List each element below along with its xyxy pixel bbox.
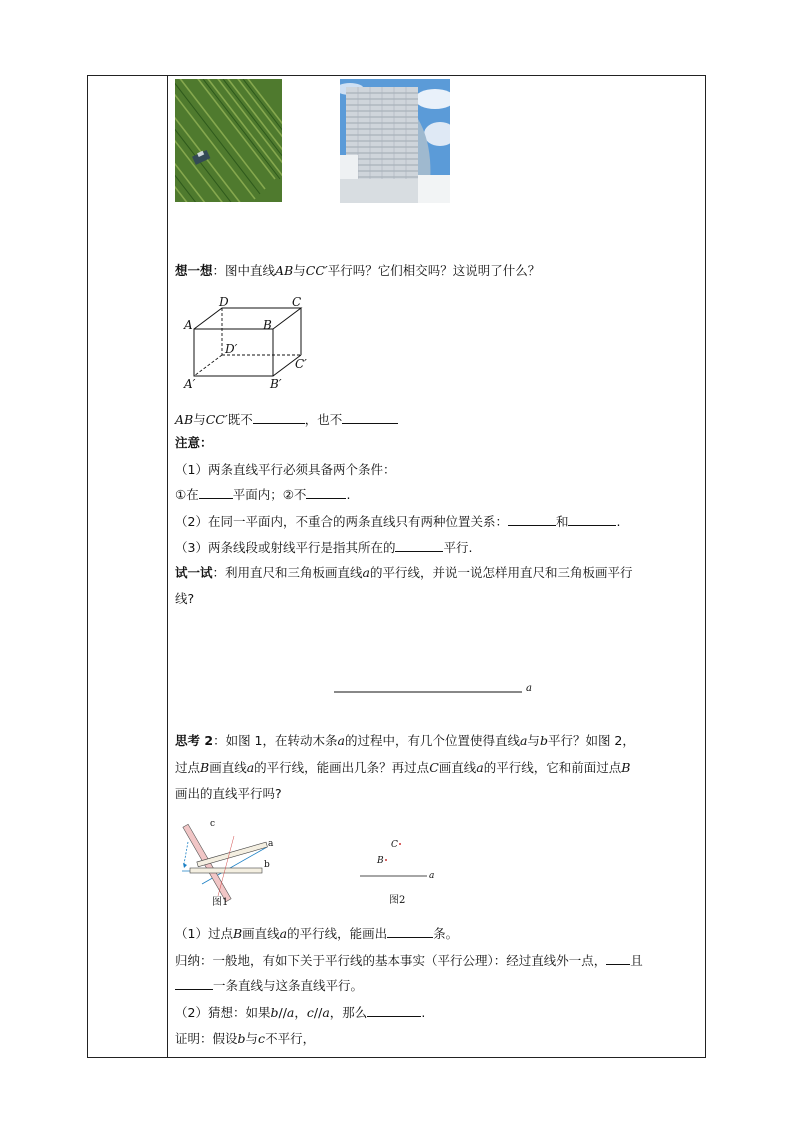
note-l3c: . (616, 514, 621, 529)
t2-B2: B (621, 760, 631, 775)
blank-8[interactable] (387, 925, 433, 938)
cube-label-b: B (263, 318, 272, 332)
guess-end: . (421, 1005, 426, 1020)
sum-l2: 一条直线与这条直线平行。 (213, 978, 364, 993)
ans-neither: 既不 (227, 412, 253, 427)
think1-cc: CC′ (305, 263, 328, 278)
t2-a3: a (246, 760, 255, 775)
note-line-4 (175, 539, 472, 556)
note-label: 注意： (175, 435, 213, 450)
note-l4a: （3）两条线段或射线平行是指其所在的 (175, 540, 396, 555)
t2-a2: a (519, 733, 528, 748)
line-a-label: a (526, 683, 532, 694)
t2-C: C (429, 760, 439, 775)
think2-line-2 (175, 760, 630, 776)
farmland-photo (175, 79, 282, 202)
cube-label-d: D (219, 296, 229, 309)
guess-then: ，那么 (329, 1005, 368, 1020)
q1-d: 条。 (433, 926, 459, 941)
blank-5[interactable] (508, 513, 556, 526)
think2-line-3: 画出的直线平行吗? (175, 786, 282, 801)
cube-label-c: C (292, 296, 302, 309)
cube-label-dp: D′ (225, 342, 238, 356)
cube-label-a: A (184, 318, 193, 332)
try-l1a: ：利用直尺和三角板画直线 (212, 565, 363, 580)
ans-ab: AB (175, 412, 194, 427)
blank-10[interactable] (175, 977, 213, 990)
try-a: a (362, 565, 370, 580)
think1-label: 想一想 (175, 263, 213, 278)
guess-line (175, 1004, 425, 1021)
fig1-caption: 图1 (212, 897, 229, 908)
q1-aa: a (279, 926, 288, 941)
guess-a: （2）猜想：如果 (175, 1005, 271, 1020)
t2-l2c: 的平行线，能画出几条？再过点 (254, 760, 430, 775)
note-l2b: 平面内；②不 (232, 487, 307, 502)
t2-l2a: 过点 (175, 760, 201, 775)
q1-c: 的平行线，能画出 (287, 926, 388, 941)
cube-label-ap: A′ (184, 377, 196, 388)
blank-2[interactable] (342, 411, 398, 424)
q1-a: （1）过点 (175, 926, 233, 941)
blank-11[interactable] (367, 1004, 421, 1017)
think1-question (175, 263, 540, 279)
try-line-2: 线? (175, 591, 195, 606)
cube-label-cp: C′ (295, 357, 307, 371)
blank-3[interactable] (199, 486, 233, 499)
t2-l1d: 平行？如图 2， (547, 733, 635, 748)
t2-l1a: ：如图 1，在转动木条 (213, 733, 338, 748)
guess-par2: // (313, 1005, 323, 1020)
line-a-figure (334, 681, 534, 701)
t2-l1b: 的过程中，有几个位置使得直线 (344, 733, 520, 748)
blank-6[interactable] (568, 513, 616, 526)
note-l2c: . (346, 487, 351, 502)
lesson-table (87, 75, 706, 1058)
try-l1b: 的平行线，并说一说怎样用直尺和三角板画平行 (369, 565, 633, 580)
guess-b1: b (270, 1005, 279, 1020)
ans-with: 与 (193, 412, 206, 427)
guess-a1: a (286, 1005, 295, 1020)
figure-2 (357, 836, 447, 881)
proof-a: 证明：假设 (175, 1031, 238, 1046)
note-l3b: 和 (555, 514, 569, 529)
ans-also: ，也不 (304, 412, 343, 427)
proof-c: c (258, 1031, 266, 1046)
sum-l1a: 归纳：一般地，有如下关于平行线的基本事实（平行公理）：经过直线外一点， (175, 953, 607, 968)
blank-4[interactable] (306, 486, 346, 499)
summary-line-1 (175, 952, 643, 969)
fig1-a: a (268, 839, 274, 849)
guess-c1: c (306, 1005, 314, 1020)
proof-line (175, 1031, 315, 1047)
question-1 (175, 925, 458, 942)
blank-1[interactable] (253, 411, 305, 424)
fig1-c: c (210, 819, 216, 829)
t2-l1c: 与 (527, 733, 540, 748)
t2-l2e: 的平行线，它和前面过点 (483, 760, 622, 775)
sum-l1b: 且 (630, 953, 643, 968)
t2-l2b: 画直线 (209, 760, 247, 775)
fig2-caption: 图2 (389, 895, 406, 906)
t2-l2d: 画直线 (438, 760, 477, 775)
think1-text: ：图中直线 (212, 263, 276, 278)
note-l3a: （2）在同一平面内，不重合的两条直线只有两种位置关系： (175, 514, 508, 529)
figure-1 (182, 816, 282, 911)
proof-with: 与 (245, 1031, 259, 1046)
guess-par1: // (278, 1005, 287, 1020)
think1-with: 与 (293, 263, 306, 278)
fig2-C: C (391, 840, 398, 850)
try-line-1 (175, 565, 633, 581)
note-line-3 (175, 513, 620, 530)
t2-B: B (200, 760, 210, 775)
note-l4b: 平行. (443, 540, 473, 555)
think2-line-1 (175, 733, 635, 749)
t2-a4: a (476, 760, 484, 775)
think1-text2: 平行吗？它们相交吗？这说明了什么？ (327, 263, 541, 278)
q1-B: B (232, 926, 243, 941)
note-l2a: ①在 (175, 487, 199, 502)
t2-a1: a (337, 733, 345, 748)
proof-d: 不平行， (265, 1031, 316, 1046)
note-line-2 (175, 486, 350, 503)
q1-b: 画直线 (242, 926, 280, 941)
blank-9[interactable] (606, 952, 630, 965)
fig2-B: B (377, 856, 384, 866)
ans-cc: CC′ (205, 412, 228, 427)
guess-sep: ， (294, 1005, 307, 1020)
note-line-1: （1）两条直线平行必须具备两个条件： (175, 462, 396, 477)
column-divider (167, 76, 168, 1057)
think1-ab: AB (275, 263, 294, 278)
guess-a2: a (322, 1005, 330, 1020)
answer-line (175, 411, 398, 428)
think2-label: 思考 2 (175, 733, 214, 748)
fig1-b: b (264, 860, 270, 870)
building-photo (340, 79, 450, 203)
proof-b: b (237, 1031, 246, 1046)
t2-b: b (539, 733, 548, 748)
summary-line-2 (175, 977, 363, 994)
fig2-a: a (429, 871, 435, 881)
cube-label-bp: B′ (270, 377, 282, 388)
blank-7[interactable] (395, 539, 443, 552)
cuboid-figure (177, 296, 317, 388)
try-label: 试一试 (175, 565, 213, 580)
